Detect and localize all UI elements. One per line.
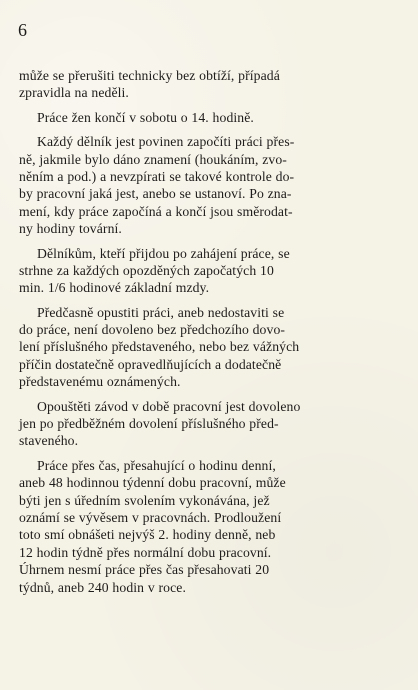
text-line: Předčasně opustiti práci, aneb nedostaviti se	[37, 304, 285, 320]
document-text	[19, 67, 402, 596]
text-line: jen po předběžném dovolení příslušného před-	[19, 416, 279, 432]
text-line: ny hodiny tovární.	[19, 221, 122, 237]
text-line: Práce přes čas, přesahující o hodinu denní,	[37, 457, 276, 473]
text-line: staveného.	[19, 433, 79, 449]
paragraph-gap	[19, 102, 402, 109]
text-line: min. 1/6 hodinové základní mzdy.	[19, 280, 210, 296]
text-line: mení, kdy práce započíná a končí jsou směrodat-	[19, 203, 293, 219]
text-line: býti jen s úředním svolením vykonávána, jež	[19, 492, 270, 508]
text-line: příčin dostatečně opravedlňujících a dodatečně	[19, 356, 282, 372]
text-line: představenému oznámených.	[19, 374, 181, 390]
text-line: oznámí se vývěsem v pracovnách. Prodloužení	[19, 509, 282, 525]
text-line: by pracovní jaká jest, anebo se ustanoví. Po zna-	[19, 186, 292, 202]
text-line: Úhrnem nesmí práce přes čas přesahovati 20	[19, 562, 270, 578]
text-line: 12 hodin týdně přes normální dobu pracovní.	[19, 544, 272, 560]
text-line: lení příslušného představeného, nebo bez vážných	[19, 339, 300, 355]
text-line: Opouštěti závod v době pracovní jest dovoleno	[37, 398, 301, 414]
text-line: strhne za každých opozděných započatých 10	[19, 262, 274, 278]
paragraph-gap	[19, 126, 402, 133]
text-line: ně, jakmile bylo dáno znamení (houkáním, zvo-	[19, 151, 287, 167]
text-line: do práce, není dovoleno bez předchozího dovo-	[19, 322, 286, 338]
text-line: Každý dělník jest povinen započíti práci přes-	[37, 134, 295, 150]
text-line: může se přerušiti technicky bez obtíží, případá	[19, 68, 280, 83]
text-line: zpravidla na neděli.	[19, 85, 129, 101]
paragraph-gap	[19, 297, 402, 304]
text-line: toto smí obnášeti nejvýš 2. hodiny denně, neb	[19, 527, 276, 543]
text-line: Práce žen končí v sobotu o 14. hodině.	[37, 109, 254, 125]
paragraph-gap	[19, 450, 402, 457]
paragraph-gap	[19, 238, 402, 245]
text-line: Dělníkům, kteří přijdou po zahájení práce, se	[37, 245, 290, 261]
text-line: aneb 48 hodinnou týdenní dobu pracovní, může	[19, 475, 286, 491]
text-line: něním a pod.) a nevzpírati se takové kontrole do-	[19, 168, 295, 184]
page-number: 6	[18, 20, 27, 40]
text-line: týdnů, aneb 240 hodin v roce.	[19, 579, 186, 595]
paragraph-gap	[19, 391, 402, 398]
